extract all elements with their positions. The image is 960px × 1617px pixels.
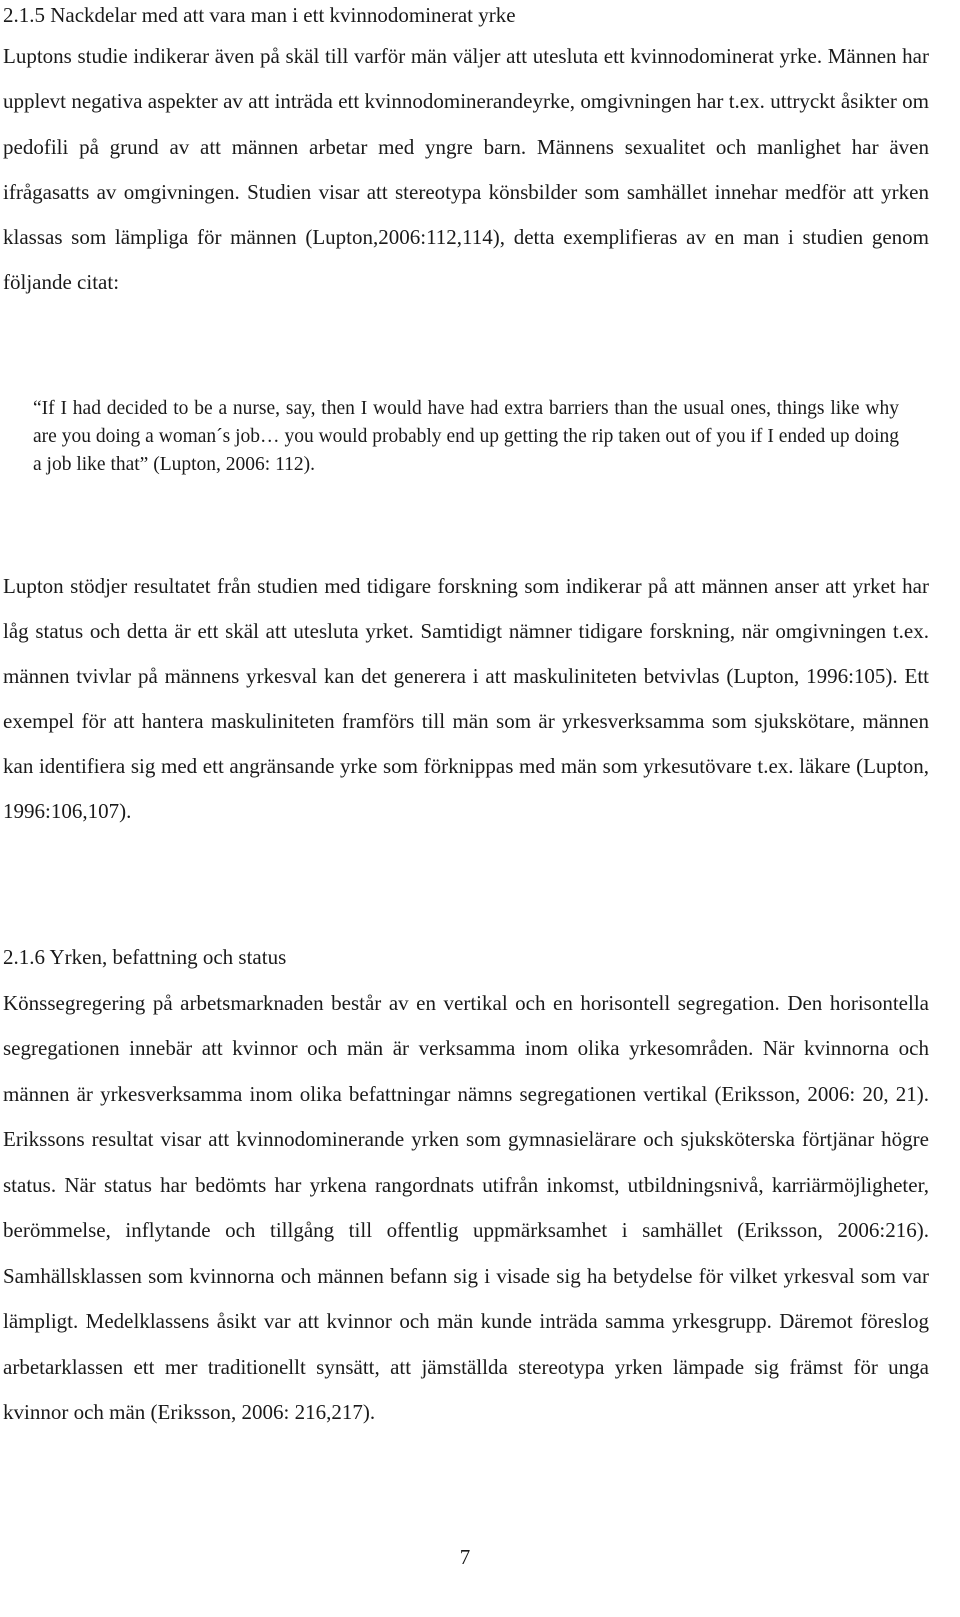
body-paragraph: Luptons studie indikerar även på skäl till varför män väljer att utesluta ett kvinnodominerat yrke. Männen har upplevt negativa aspekter av att inträda ett kvinnodominerandeyrke, omgivningen har t.ex. uttryckt åsikter om pedofili på grund av att männen arbetar med yngre barn. Männens sexualitet och manlighet har även ifrågasatts av omgivningen. Studien visar att stereotypa könsbilder som samhället innehar medför att yrken klassas som lämpliga för männen (Lupton,2006:112,114), detta exemplifieras av en man i studien genom följande citat:	[3, 44, 929, 295]
section-heading-2-1-6: 2.1.6 Yrken, befattning och status	[3, 945, 287, 969]
body-paragraph: Könssegregering på arbetsmarknaden består av en vertikal och en horisontell segregation. Den horisontella segregationen innebär att kvinnor och män är verksamma inom olika yrkesområden. När kvinnorna och männen är yrkesverksamma inom olika befattningar nämns segregationen vertikal (Eriksson, 2006: 20, 21). Erikssons resultat visar att kvinnodominerande yrken som gymnasielärare och sjuksköterska förtjänar högre status. När status har bedömts har yrkena rangordnats utifrån inkomst, utbildningsnivå, karriärmöjligheter, berömmelse, inflytande och tillgång till offentlig uppmärksamhet i samhället (Eriksson, 2006:216). Samhällsklassen som kvinnorna och männen befann sig i visade sig ha betydelse för vilket yrkesval som var lämpligt. Medelklassens åsikt var att kvinnor och män kunde inträda samma yrkesgrupp. Däremot föreslog arbetarklassen ett mer traditionellt synsätt, att jämställda stereotypa yrken lämpade sig främst för unga kvinnor och män (Eriksson, 2006: 216,217).	[3, 991, 929, 1425]
block-quote: “If I had decided to be a nurse, say, then I would have had extra barriers than the usual ones, things like why are you doing a woman´s job… you would probably end up getting the rip taken out of you if I ended up doing a job like that” (Lupton, 2006: 112).	[33, 398, 899, 476]
page-number: 7	[459, 1545, 471, 1569]
section-heading-2-1-5: 2.1.5 Nackdelar med att vara man i ett kvinnodominerat yrke	[3, 3, 516, 27]
body-paragraph: Lupton stödjer resultatet från studien med tidigare forskning som indikerar på att männen anser att yrket har låg status och detta är ett skäl att utesluta yrket. Samtidigt nämner tidigare forskning, när omgivningen t.ex. männen tvivlar på männens yrkesval kan det generera i att maskuliniteten betvivlas (Lupton, 1996:105). Ett exempel för att hantera maskuliniteten framförs till män som är yrkesverksamma som sjukskötare, männen kan identifiera sig med ett angränsande yrke som förknippas med män som yrkesutövare t.ex. läkare (Lupton, 1996:106,107).	[3, 574, 929, 824]
